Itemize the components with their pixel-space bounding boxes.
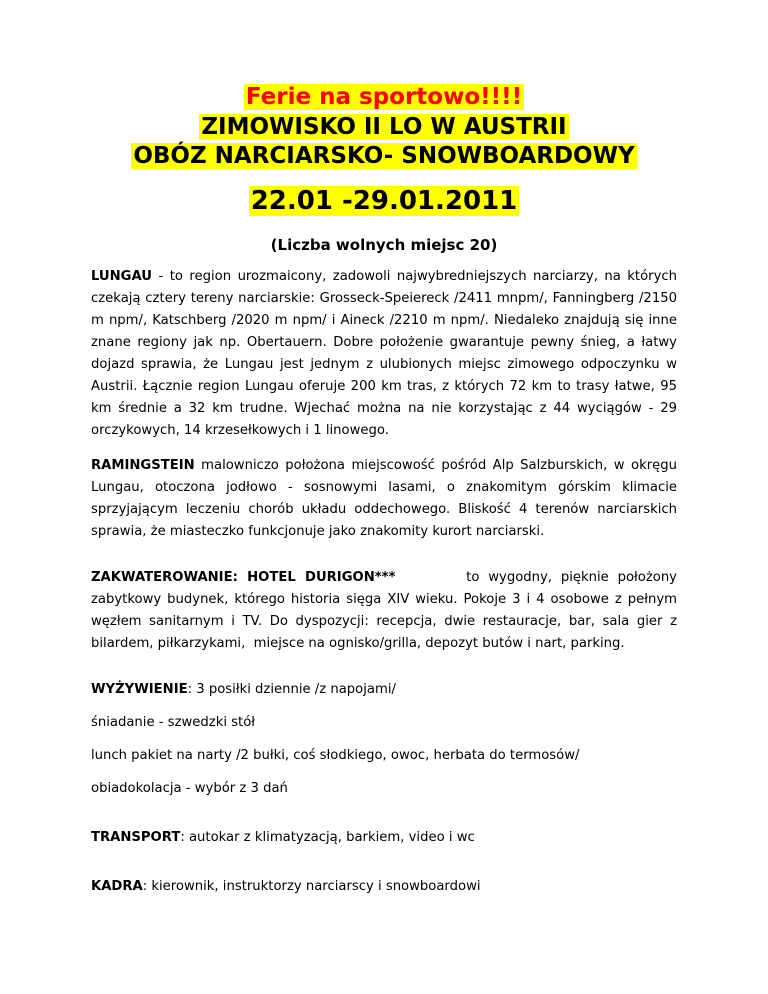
title-zimowisko <box>0 114 768 141</box>
zakwaterowanie-label: ZAKWATEROWANIE: HOTEL DURIGON*** <box>91 570 396 585</box>
lungau-label: LUNGAU <box>91 269 153 284</box>
transport-line <box>91 827 475 849</box>
lungau-text: - to region urozmaicony, zadowoli najwybredniejszych narciarzy, na których czekają cztery tereny narciarskie: Grosseck-Speiereck /2411 mnpm/, Fanningberg /2150 m npm/, Katschberg /2020 m npm/ i Aineck /2210 m npm/. Niedaleko znajdują się inne znane regiony jak np. Obertauern. Dobre położenie gwarantuje pewny śnieg, a łatwy dojazd sprawia, że Lungau jest jednym z ulubionych miejsc zimowego odpoczynku w Austrii. Łącznie region Lungau oferuje 200 km tras, z których 72 km to trasy łatwe, 95 km średnie a 32 km trudne. Wjechać można na nie korzystając z 44 wyciągów - 29 orczykowych, 14 krzesełkowych i 1 linowego. <box>91 269 677 438</box>
title-oboz-text: OBÓZ NARCIARSKO- SNOWBOARDOWY <box>133 143 635 169</box>
ramingstein-label: RAMINGSTEIN <box>91 458 195 473</box>
transport-text: : autokar z klimatyzacją, barkiem, video i wc <box>180 830 475 845</box>
kadra-label: KADRA <box>91 879 143 894</box>
meal-item-breakfast: śniadanie - szwedzki stół <box>91 715 256 730</box>
paragraph-zakwaterowanie <box>91 567 682 655</box>
zakwaterowanie-text: to wygodny, pięknie położony zabytkowy budynek, którego historia sięga XIV wieku. Pokoje 3 i 4 osobowe z pełnym węzłem sanitarnym i TV. Do dyspozycji: recepcja, dwie restauracje, bar, sala gier z bilardem, piłkarzykami, miejsce na ognisko/grilla, depozyt butów i nart, parking. <box>91 570 682 651</box>
wyzywienie-text: : 3 posiłki dziennie /z napojami/ <box>187 682 396 697</box>
wyzywienie-line <box>91 679 396 701</box>
title-zimowisko-text: ZIMOWISKO II LO W AUSTRII <box>201 114 567 140</box>
meal-item-lunch: lunch pakiet na narty /2 bułki, coś słodkiego, owoc, herbata do termosów/ <box>91 748 580 763</box>
title-ferie-text: Ferie na sportowo!!!! <box>245 84 523 110</box>
paragraph-ramingstein <box>91 455 677 543</box>
title-dates-text: 22.01 -29.01.2011 <box>250 186 518 216</box>
kadra-text: : kierownik, instruktorzy narciarscy i snowboardowi <box>142 879 481 894</box>
ramingstein-text: malowniczo położona miejscowość pośród Alp Salzburskich, w okręgu Lungau, otoczona jodłowo - sosnowymi lasami, o znakomitym górskim klimacie sprzyjającym leczeniu chorób układu oddechowego. Bliskość 4 terenów narciarskich sprawia, że miasteczko funkcjonuje jako znakomity kurort narciarski. <box>91 458 677 539</box>
title-oboz <box>0 143 768 170</box>
title-ferie <box>0 84 768 111</box>
transport-label: TRANSPORT <box>91 830 181 845</box>
free-places: (Liczba wolnych miejsc 20) <box>270 236 498 254</box>
title-dates <box>0 186 768 216</box>
wyzywienie-label: WYŻYWIENIE <box>91 682 188 697</box>
kadra-line <box>91 876 481 898</box>
meal-item-dinner: obiadokolacja - wybór z 3 dań <box>91 781 288 796</box>
paragraph-lungau <box>91 266 677 442</box>
